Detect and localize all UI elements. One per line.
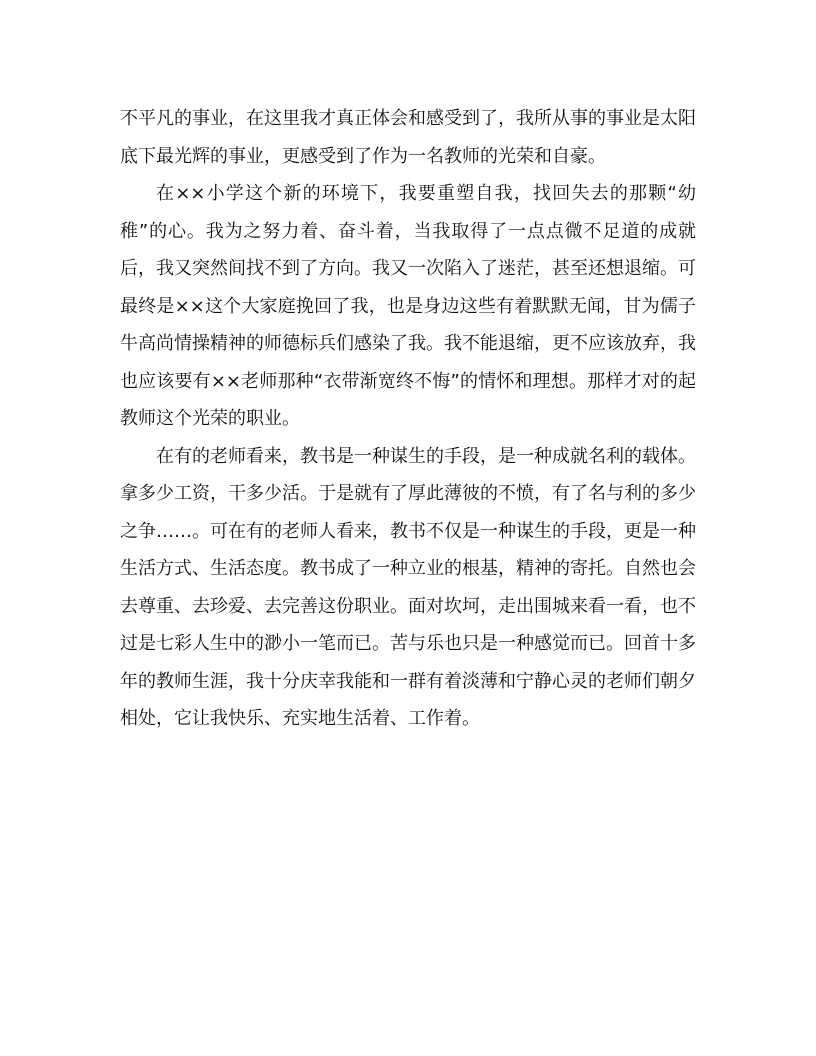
paragraph-1: 不平凡的事业，在这里我才真正体会和感受到了，我所从事的事业是太阳底下最光辉的事业，更感受到了作为一名教师的光荣和自豪。 <box>120 108 696 167</box>
paragraph-2: 在××小学这个新的环境下，我要重塑自我，找回失去的那颗“幼稚”的心。我为之努力着、奋斗着，当我取得了一点点微不足道的成就后，我又突然间找不到了方向。我又一次陷入了迷茫，甚至还想退缩。可最终是××这个大家庭挽回了我，也是身边这些有着默默无闻，甘为儒子牛高尚情操精神的师德标兵们感染了我。我不能退缩，更不应该放弃，我也应该要有××老师那种“衣带渐宽终不悔”的情怀和理想。那样才对的起教师这个光荣的职业。 <box>120 183 696 429</box>
document-body <box>120 100 696 738</box>
paragraph-3: 在有的老师看来，教书是一种谋生的手段，是一种成就名利的载体。拿多少工资，干多少活。于是就有了厚此薄彼的不愤，有了名与利的多少之争……。可在有的老师人看来，教书不仅是一种谋生的手段，更是一种生活方式、生活态度。教书成了一种立业的根基，精神的寄托。自然也会去尊重、去珍爱、去完善这份职业。面对坎坷，走出围城来看一看，也不过是七彩人生中的渺小一笔而已。苦与乐也只是一种感觉而已。回首十多年的教师生涯，我十分庆幸我能和一群有着淡薄和宁静心灵的老师们朝夕相处，它让我快乐、充实地生活着、工作着。 <box>120 445 696 729</box>
